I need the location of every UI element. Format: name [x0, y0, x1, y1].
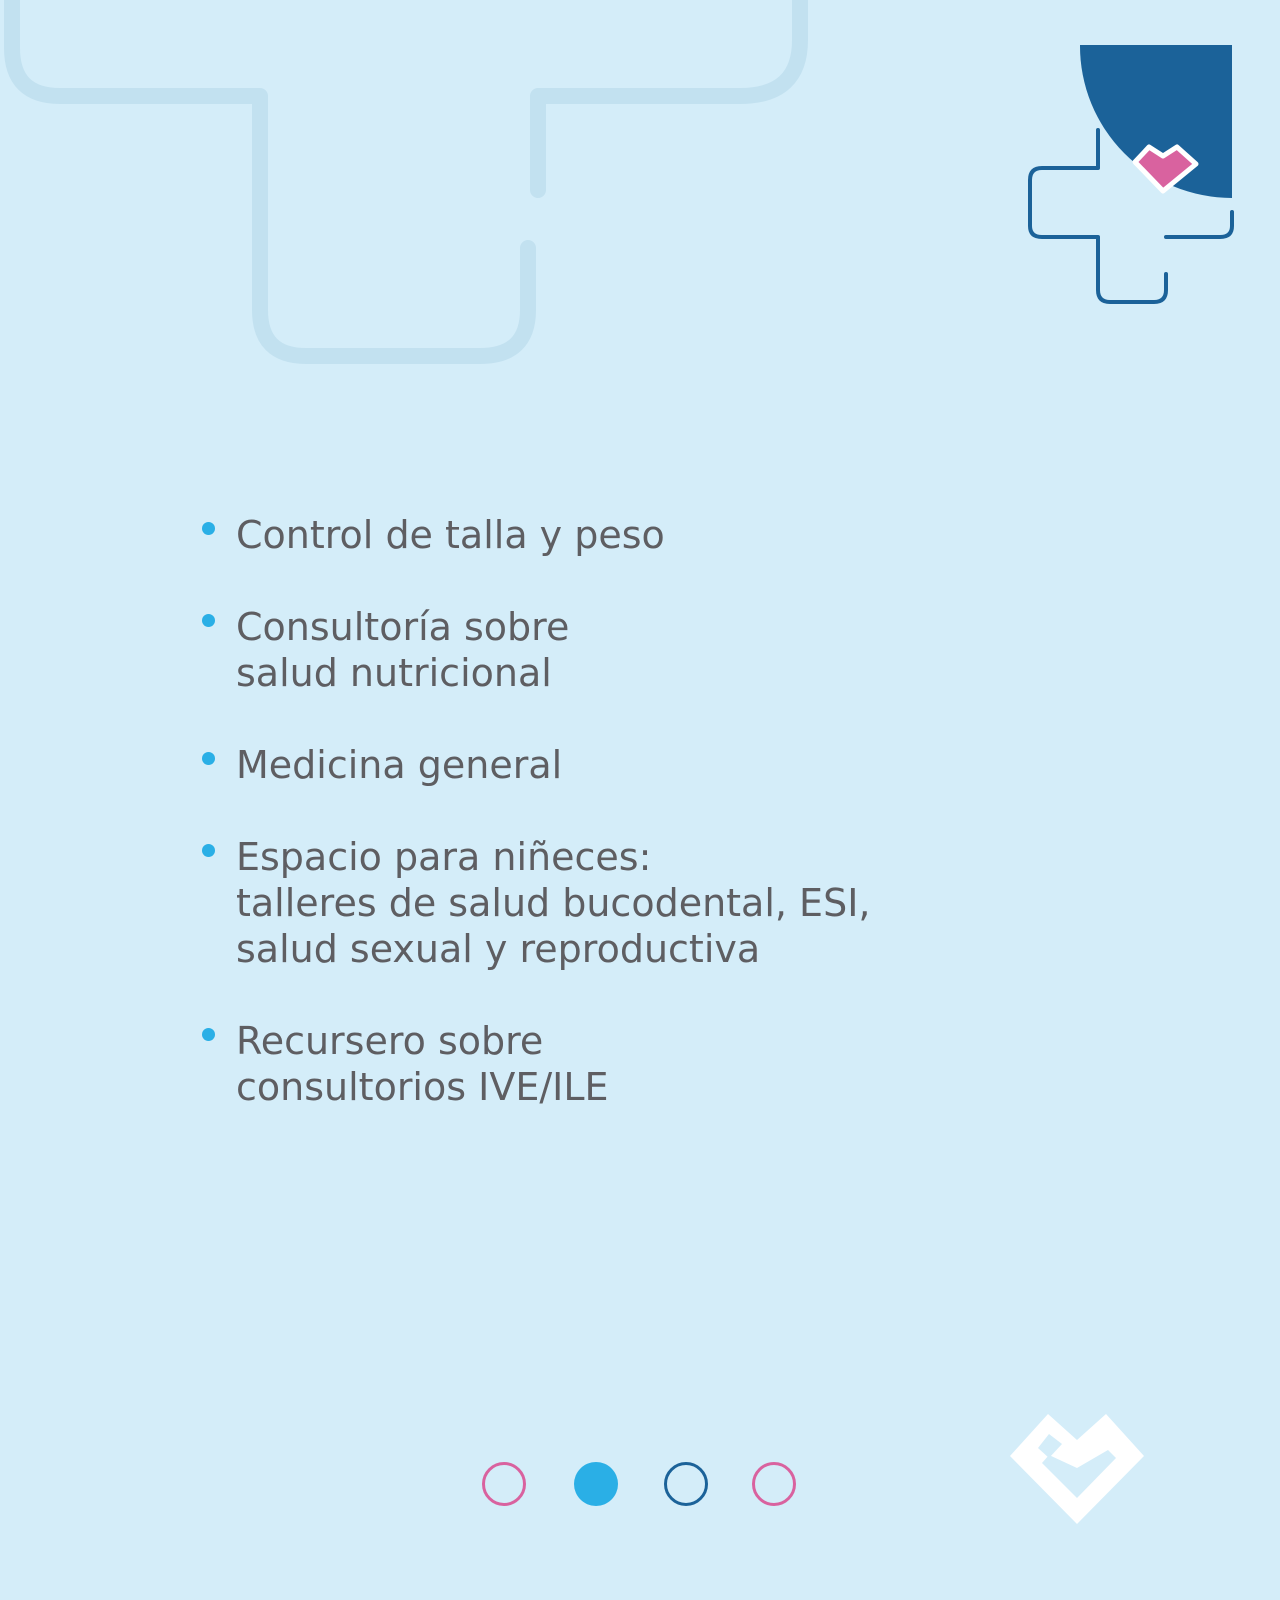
- page-dot-4[interactable]: [752, 1462, 796, 1506]
- bullet-icon: [202, 844, 215, 857]
- bullet-icon: [202, 752, 215, 765]
- page-dot-2-active[interactable]: [574, 1462, 618, 1506]
- service-item: [196, 604, 956, 696]
- service-label: Consultoría sobre salud nutricional: [236, 605, 570, 695]
- health-cross-heart-logo: [1000, 0, 1280, 320]
- carousel-pagination: [480, 1462, 800, 1512]
- service-label: Medicina general: [236, 743, 563, 787]
- service-label: Recursero sobre consultorios IVE/ILE: [236, 1019, 609, 1109]
- service-item: [196, 1018, 956, 1110]
- bullet-icon: [202, 614, 215, 627]
- page-dot-1[interactable]: [482, 1462, 526, 1506]
- background-cross-outline: [0, 0, 820, 380]
- service-label: Control de talla y peso: [236, 513, 665, 557]
- services-list: [196, 512, 956, 1156]
- service-item: [196, 512, 956, 558]
- service-item: [196, 834, 956, 972]
- page-dot-3[interactable]: [664, 1462, 708, 1506]
- bullet-icon: [202, 522, 215, 535]
- service-label: Espacio para niñeces: talleres de salud bucodental, ESI, salud sexual y reproductiva: [236, 835, 871, 971]
- service-item: [196, 742, 956, 788]
- heart-brand-logo: [1002, 1406, 1152, 1526]
- bullet-icon: [202, 1028, 215, 1041]
